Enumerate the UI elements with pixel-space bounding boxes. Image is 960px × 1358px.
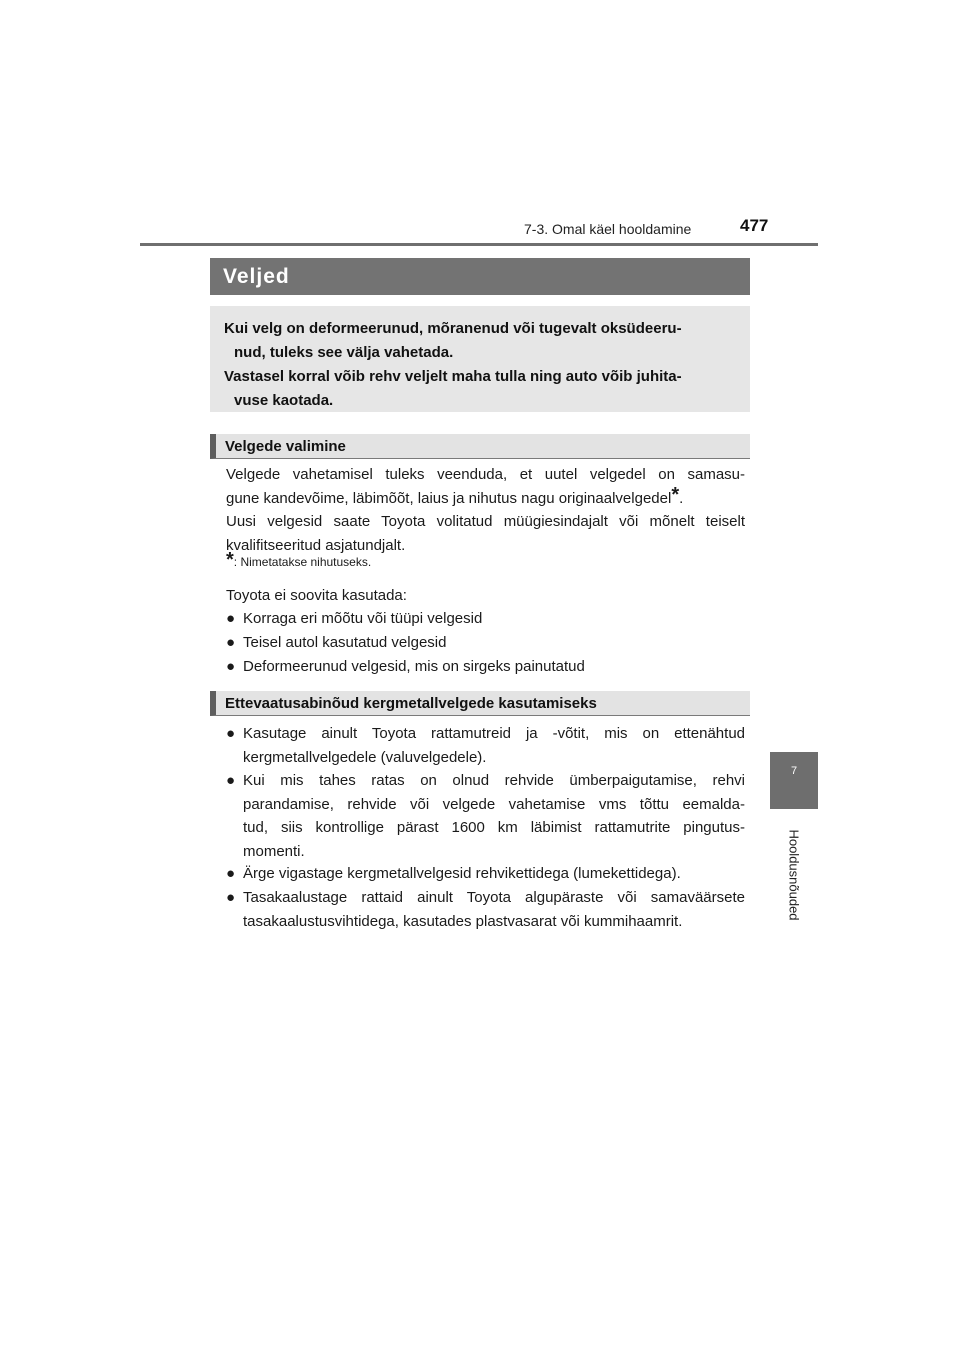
list-item: ● Teisel autol kasutatud velgesid bbox=[226, 631, 446, 655]
para-line: Uusi velgesid saate Toyota volitatud müügiesindajalt või mõnelt teiselt bbox=[226, 513, 745, 530]
list-item: ● Deformeerunud velgesid, mis on sirgeks painutatud bbox=[226, 655, 585, 679]
intro-box bbox=[210, 306, 750, 412]
intro-line: vuse kaotada. bbox=[234, 392, 334, 409]
footnote: *: Nimetatakse nihutuseks. bbox=[226, 549, 372, 571]
list-item: ● Korraga eri mõõtu või tüüpi velgesid bbox=[226, 607, 482, 631]
bullet-icon: ● bbox=[226, 865, 236, 882]
bullet-icon: ● bbox=[226, 634, 236, 651]
chapter-tab bbox=[770, 752, 818, 809]
footnote-asterisk: * bbox=[671, 483, 680, 506]
section-heading-wheel-selection: Velgede valimine bbox=[210, 434, 750, 459]
intro-line: nud, tuleks see välja vahetada. bbox=[234, 344, 454, 361]
bullet-icon: ● bbox=[226, 772, 236, 789]
list-item: ● Kui mis tahes ratas on olnud rehvide ümberpaigutamise, rehvi parandamise, rehvide või velgede vahetamise vms tõttu eemalda- tud, siis kontrollige pärast 1600 km läbimist rattamutrite pingutus- momenti. bbox=[226, 769, 745, 863]
list-item: ● Kasutage ainult Toyota rattamutreid ja -võtit, mis on ettenähtud kergmetallvelgedele (valuvelgedele). bbox=[226, 722, 745, 769]
section-heading-alloy-precautions: Ettevaatusabinõud kergmetallvelgede kasutamiseks bbox=[210, 691, 750, 716]
chapter-number: 7 bbox=[790, 765, 798, 777]
list-item: ● Tasakaalustage rattaid ainult Toyota algupäraste või samaväärsete tasakaalustusvihtidega, kasutades plastvasarat või kummihaamrit. bbox=[226, 886, 745, 933]
intro-line: Kui velg on deformeerunud, mõranenud või tugevalt oksüdeeru- bbox=[224, 320, 682, 337]
footnote-asterisk: * bbox=[226, 549, 234, 571]
bullet-icon: ● bbox=[226, 610, 236, 627]
bullet-icon: ● bbox=[226, 889, 236, 906]
header-section-title: 7-3. Omal käel hooldamine bbox=[524, 221, 692, 237]
bullet-icon: ● bbox=[226, 725, 236, 742]
intro-line: Vastasel korral võib rehv veljelt maha tulla ning auto võib juhita- bbox=[224, 368, 682, 385]
chapter-label: Hooldusnõuded bbox=[786, 829, 802, 921]
section1-lead: Toyota ei soovita kasutada: bbox=[226, 587, 407, 604]
section1-paragraph bbox=[226, 463, 745, 557]
para-line: gune kandevõime, läbimõõt, laius ja nihutus nagu originaalvelgedel*. bbox=[226, 483, 684, 507]
para-line: Velgede vahetamisel tuleks veenduda, et uutel velgedel on samasu- bbox=[226, 466, 745, 483]
header-rule bbox=[140, 243, 818, 246]
list-item: ● Ärge vigastage kergmetallvelgesid rehvikettidega (lumekettidega). bbox=[226, 862, 745, 886]
bullet-icon: ● bbox=[226, 658, 236, 675]
para-line: kvalifitseeritud asjatundjalt. bbox=[226, 536, 406, 554]
page-number: 477 bbox=[740, 216, 769, 235]
page-title: Veljed bbox=[210, 258, 750, 295]
